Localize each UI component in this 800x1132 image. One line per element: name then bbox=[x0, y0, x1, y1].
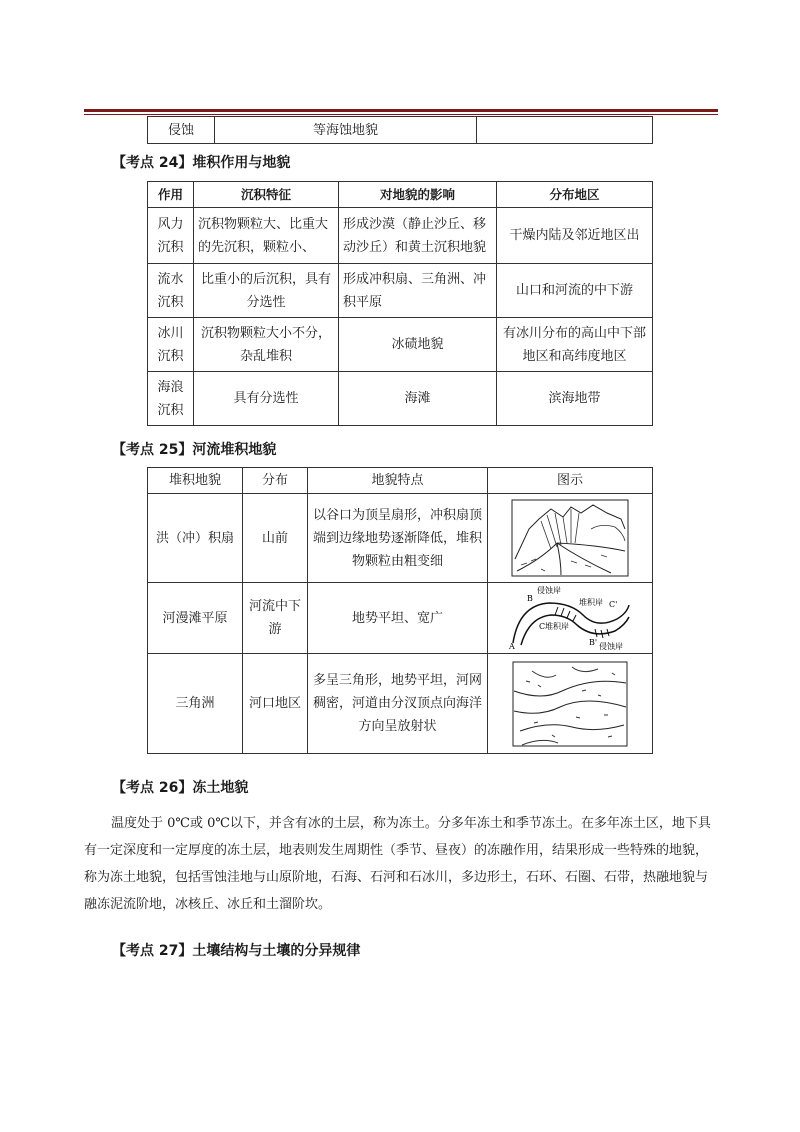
fig-label-b: B bbox=[527, 594, 533, 603]
table-row bbox=[148, 654, 653, 754]
table-header: 对地貌的影响 bbox=[339, 182, 497, 208]
cell: 滨海地带 bbox=[497, 372, 653, 426]
figure-cell bbox=[488, 654, 653, 754]
table-header: 地貌特点 bbox=[308, 468, 488, 494]
cell: 形成冲积扇、三角洲、冲积平原 bbox=[339, 264, 497, 318]
table-row bbox=[148, 583, 653, 654]
cell: 流水沉积 bbox=[148, 264, 194, 318]
fig-label-a: A bbox=[509, 642, 515, 651]
section-title-27: 【考点 27】土壤结构与土壤的分异规律 bbox=[112, 943, 361, 959]
table-row bbox=[148, 208, 653, 264]
fig-label-deposit-bank-2: 堆积岸 bbox=[545, 622, 569, 631]
cell: 河流中下游 bbox=[243, 583, 308, 654]
fig-label-erosion-bank: 侵蚀岸 bbox=[537, 586, 561, 595]
cell: 侵蚀 bbox=[148, 117, 215, 144]
fig-label-b-prime: B' bbox=[589, 638, 598, 647]
cell: 以谷口为顶呈扇形，冲积扇顶端到边缘地势逐渐降低，堆积物颗粒由粗变细 bbox=[308, 494, 488, 583]
cell: 风力沉积 bbox=[148, 208, 194, 264]
table-header: 作用 bbox=[148, 182, 194, 208]
fig-label-c-prime: C' bbox=[609, 600, 618, 609]
table-header: 图示 bbox=[488, 468, 653, 494]
cell: 冰碛地貌 bbox=[339, 318, 497, 372]
paragraph-permafrost: 温度处于 0℃或 0℃以下，并含有冰的土层，称为冻土。分多年冻土和季节冻土。在多年冻土区，地下具有一定深度和一定厚度的冻土层，地表则发生周期性（季节、昼夜）的冻融作用，结果形成一些特殊的地貌，称为冻土地貌，包括雪蚀洼地与山原阶地，石海、石河和石冰川，多边形土，石环、石圈、石带，热融地貌与融冻泥流阶地，冰核丘、冰丘和土溜阶坎。 bbox=[84, 816, 711, 912]
table-row bbox=[148, 494, 653, 583]
section-title-26: 【考点 26】冻土地貌 bbox=[112, 780, 249, 796]
header-rule-thick bbox=[84, 109, 718, 112]
cell: 洪（冲）积扇 bbox=[148, 494, 243, 583]
cell: 海滩 bbox=[339, 372, 497, 426]
top-table-fragment bbox=[147, 116, 653, 144]
alluvial-fan-figure bbox=[511, 499, 629, 577]
table-row bbox=[148, 318, 653, 372]
cell: 海浪沉积 bbox=[148, 372, 194, 426]
cell: 冰川沉积 bbox=[148, 318, 194, 372]
figure-cell bbox=[488, 583, 653, 654]
cell: 沉积物颗粒大小不分，杂乱堆积 bbox=[194, 318, 339, 372]
floodplain-figure bbox=[505, 585, 635, 651]
cell: 沉积物颗粒大、比重大的先沉积，颗粒小、 bbox=[194, 208, 339, 264]
table-deposition bbox=[147, 181, 653, 426]
cell: 山前 bbox=[243, 494, 308, 583]
table-row bbox=[148, 372, 653, 426]
figure-cell bbox=[488, 494, 653, 583]
table-row bbox=[148, 264, 653, 318]
cell: 河口地区 bbox=[243, 654, 308, 754]
cell: 山口和河流的中下游 bbox=[497, 264, 653, 318]
cell: 有冰川分布的高山中下部地区和高纬度地区 bbox=[497, 318, 653, 372]
cell: 具有分选性 bbox=[194, 372, 339, 426]
fig-label-erosion-bank-2: 侵蚀岸 bbox=[599, 642, 623, 651]
fig-label-c: C bbox=[539, 622, 546, 631]
table-header: 分布地区 bbox=[497, 182, 653, 208]
delta-figure bbox=[512, 661, 628, 747]
cell bbox=[477, 117, 653, 144]
table-header: 堆积地貌 bbox=[148, 468, 243, 494]
section-title-25: 【考点 25】河流堆积地貌 bbox=[112, 442, 277, 458]
table-header: 分布 bbox=[243, 468, 308, 494]
cell: 多呈三角形，地势平坦，河网稠密，河道由分汊顶点向海洋方向呈放射状 bbox=[308, 654, 488, 754]
cell: 形成沙漠（静止沙丘、移动沙丘）和黄土沉积地貌 bbox=[339, 208, 497, 264]
table-header: 沉积特征 bbox=[194, 182, 339, 208]
cell: 等海蚀地貌 bbox=[215, 117, 477, 144]
fig-label-deposit-bank: 堆积岸 bbox=[579, 598, 603, 607]
cell: 三角洲 bbox=[148, 654, 243, 754]
section-title-24: 【考点 24】堆积作用与地貌 bbox=[112, 155, 291, 171]
cell: 河漫滩平原 bbox=[148, 583, 243, 654]
cell: 干燥内陆及邻近地区出 bbox=[497, 208, 653, 264]
table-river-deposits bbox=[147, 467, 653, 754]
cell: 比重小的后沉积，具有分选性 bbox=[194, 264, 339, 318]
cell: 地势平坦、宽广 bbox=[308, 583, 488, 654]
header-rule-thin bbox=[84, 114, 718, 115]
